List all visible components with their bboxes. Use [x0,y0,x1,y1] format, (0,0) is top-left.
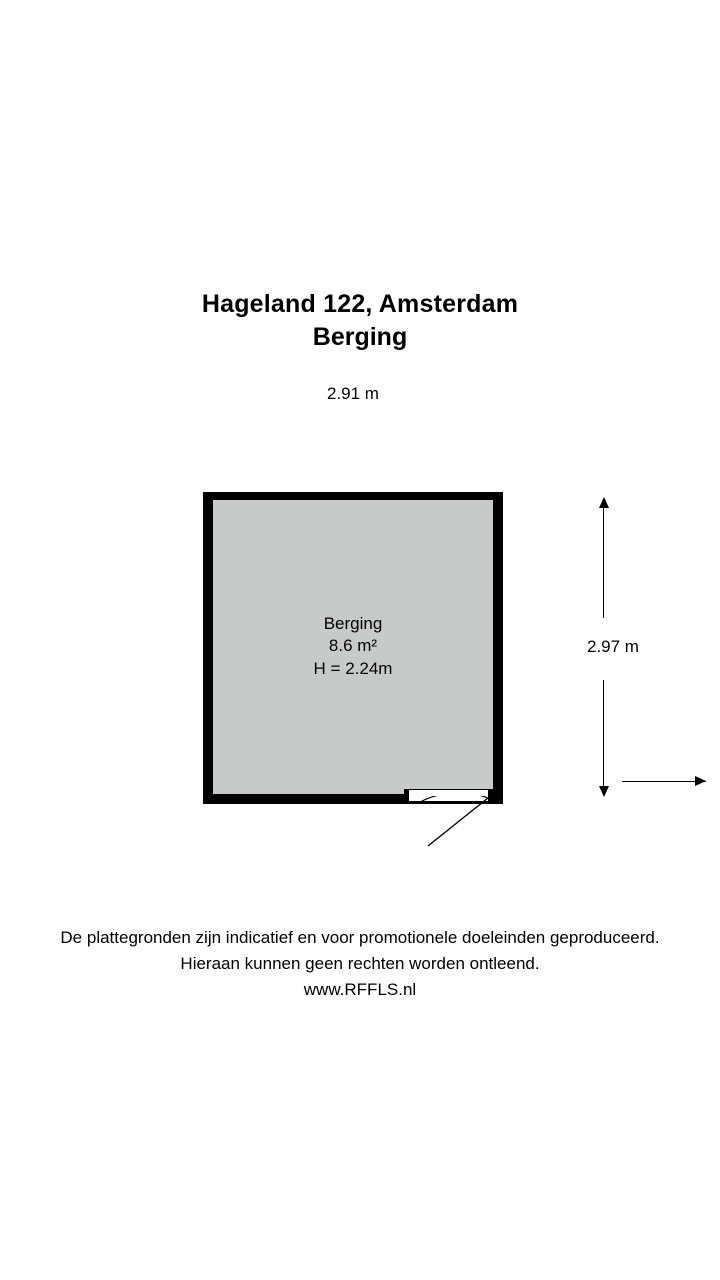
footer-disclaimer [0,925,720,1003]
page-title-address: Hageland 122, Amsterdam [201,290,519,318]
dimension-height-line-bottom [603,680,604,795]
arrow-right-icon [695,776,706,786]
dimension-width-line-right [622,781,706,782]
room-area-label: 8.6 m² [328,636,378,655]
footer-website: www.RFFLS.nl [303,980,417,999]
page-title-subtitle: Berging [312,323,408,351]
dimension-width-label: 2.91 m [327,384,379,403]
dimension-height-line-top [603,500,604,618]
dimension-height-label: 2.97 m [587,637,639,656]
footer-line-1: De plattegronden zijn indicatief en voor promotionele doeleinden geproduceerd. [60,928,660,947]
room-height-label: H = 2.24m [313,659,393,678]
arrow-down-icon [599,786,609,797]
footer-line-2: Hieraan kunnen geen rechten worden ontleend. [180,954,540,973]
arrow-up-icon [599,497,609,508]
door-swing-icon [396,796,496,852]
room-name-label: Berging [323,614,383,633]
